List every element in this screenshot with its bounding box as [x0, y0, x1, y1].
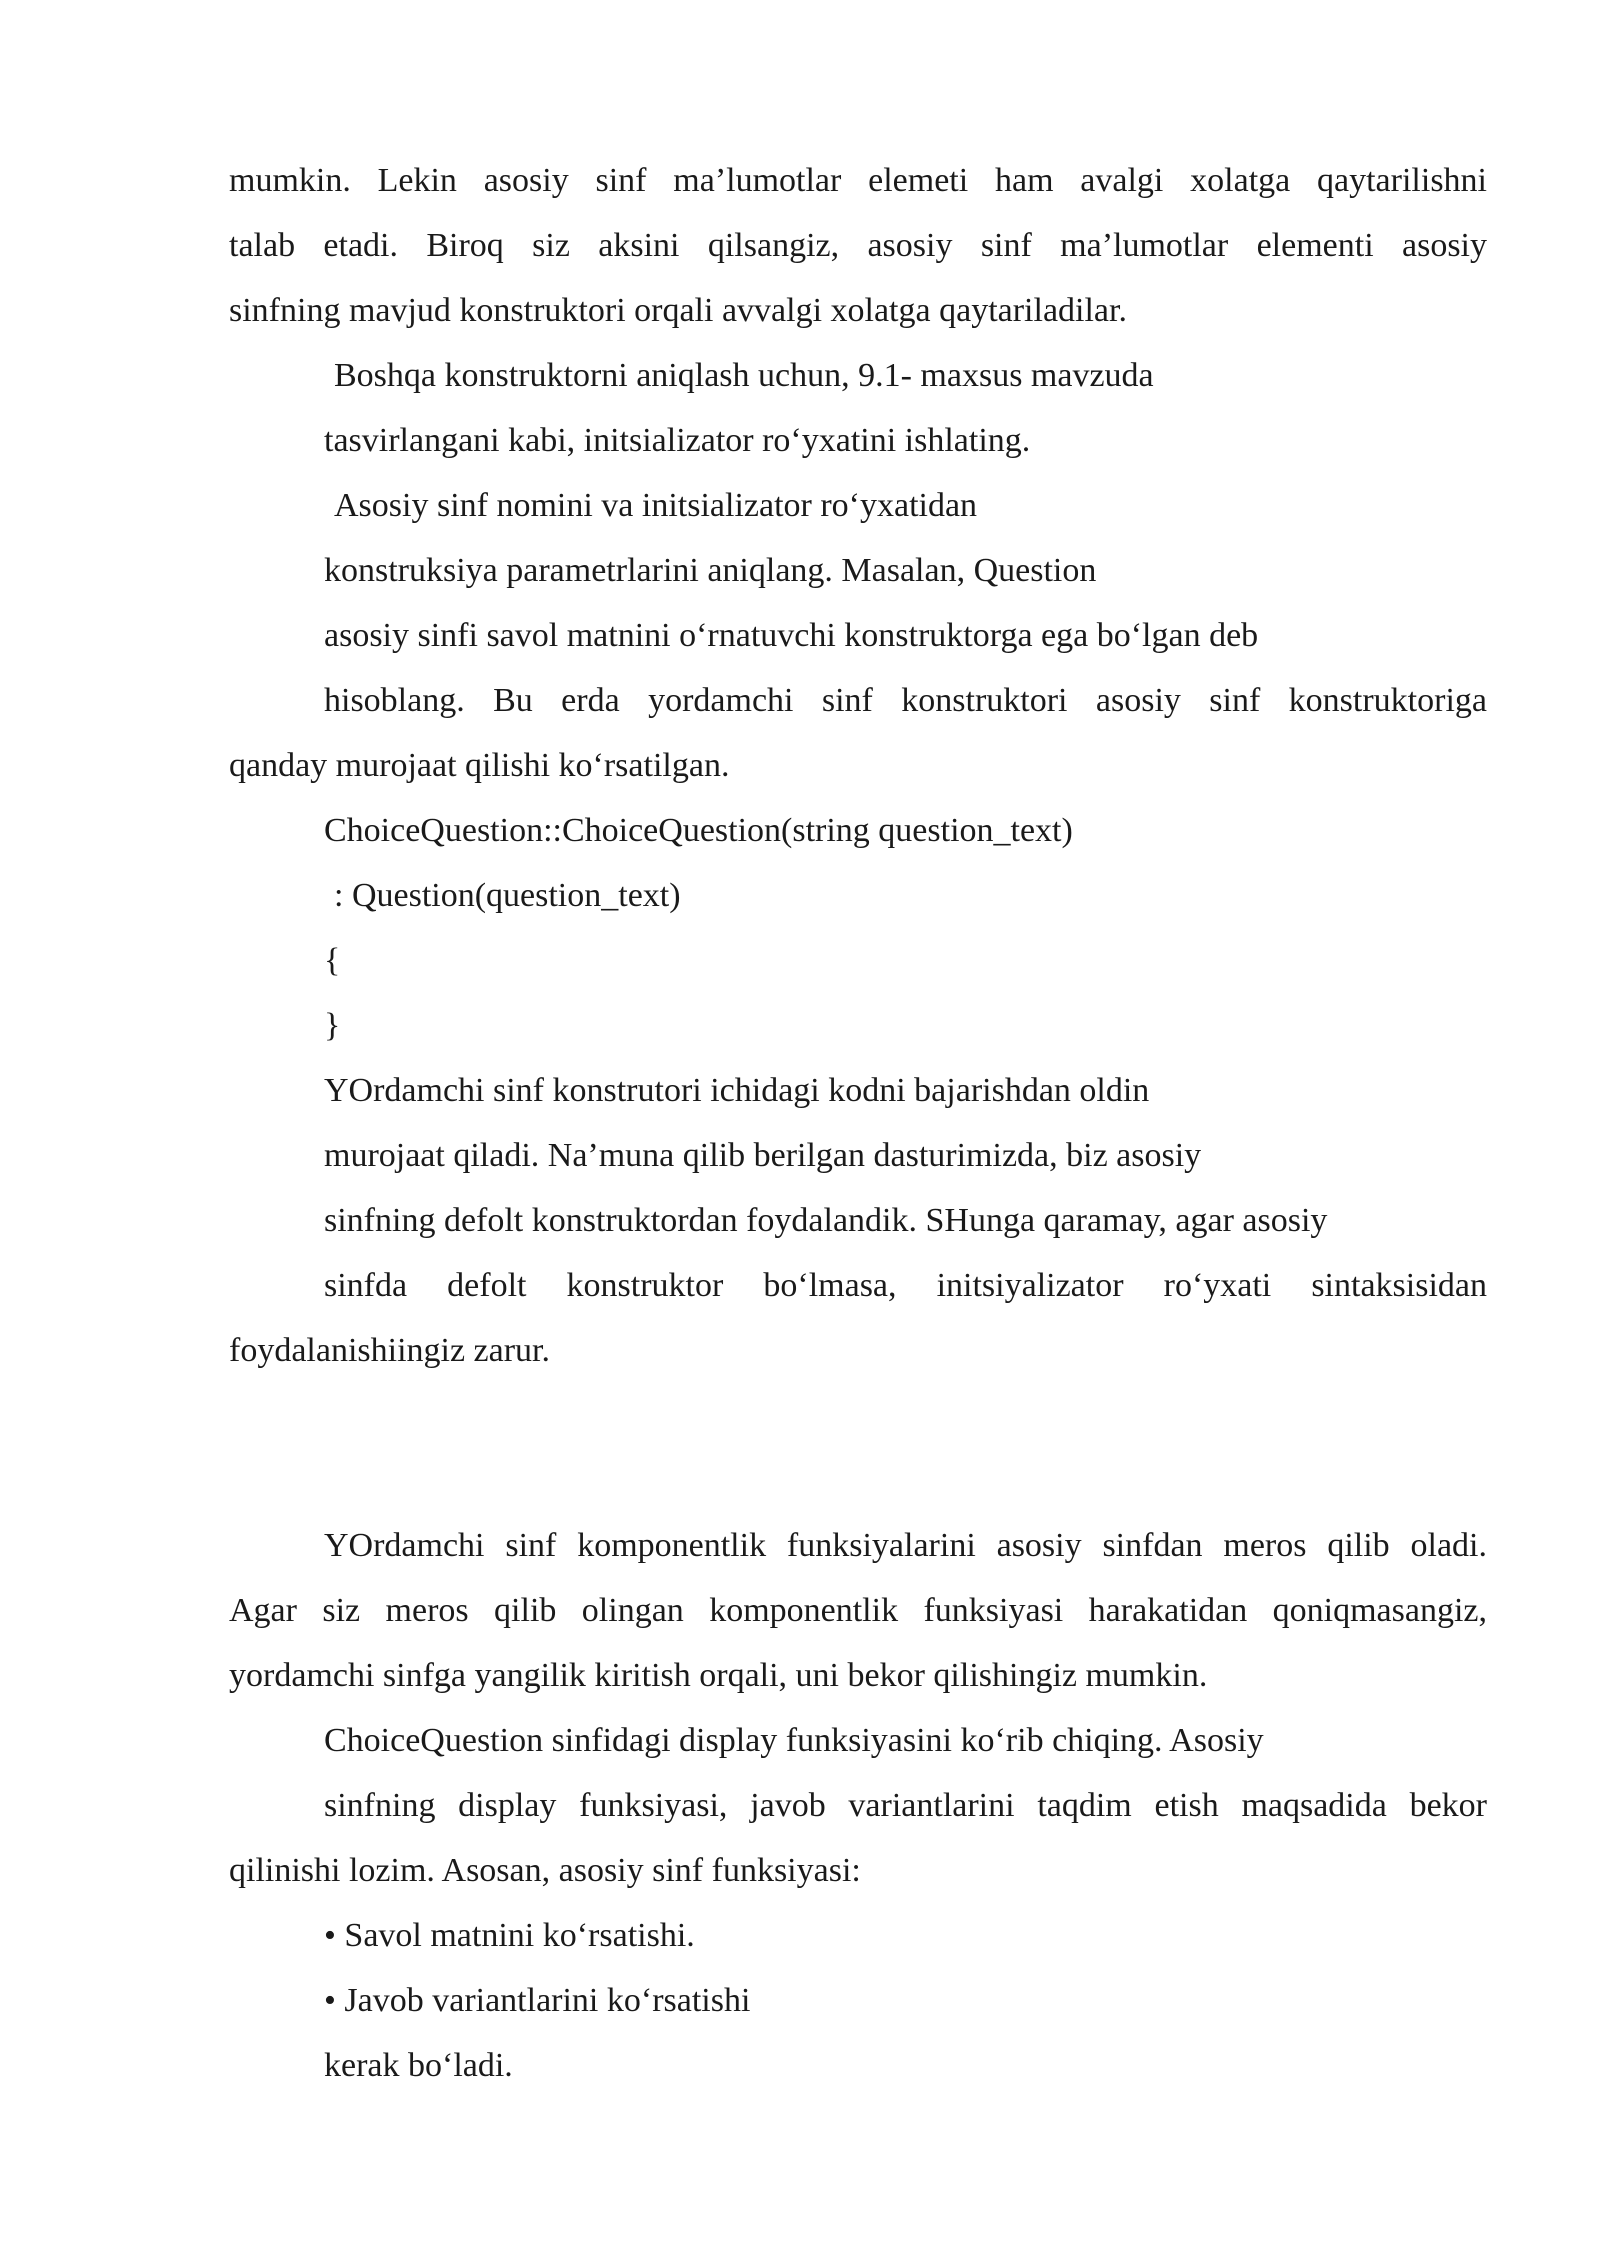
text-line: sinfning display funksiyasi, javob variantlarini taqdim etish maqsadida bekor — [324, 1787, 1487, 1824]
text-line: talab etadi. Biroq siz aksini qilsangiz, asosiy sinf ma’lumotlar elementi asosiy — [229, 227, 1487, 264]
text-line: sinfning mavjud konstruktori orqali avvalgi xolatga qaytariladilar. — [229, 292, 1127, 329]
code-line: { — [324, 942, 341, 979]
bullet-item: • Savol matnini ko‘rsatishi. — [324, 1917, 695, 1954]
text-line: asosiy sinfi savol matnini o‘rnatuvchi konstruktorga ega bo‘lgan deb — [324, 617, 1259, 654]
text-line: qanday murojaat qilishi ko‘rsatilgan. — [229, 747, 730, 784]
code-line: ChoiceQuestion::ChoiceQuestion(string question_text) — [324, 812, 1073, 849]
text-line: sinfda defolt konstruktor bo‘lmasa, initsiyalizator ro‘yxati sintaksisidan — [324, 1267, 1487, 1304]
text-line: qilinishi lozim. Asosan, asosiy sinf funksiyasi: — [229, 1852, 861, 1889]
text-line: sinfning defolt konstruktordan foydalandik. SHunga qaramay, agar asosiy — [324, 1202, 1328, 1239]
text-line: konstruksiya parametrlarini aniqlang. Masalan, Question — [324, 552, 1097, 589]
text-line: tasvirlangani kabi, initsializator ro‘yxatini ishlating. — [324, 422, 1031, 459]
text-line: Boshqa konstruktorni aniqlash uchun, 9.1- maxsus mavzuda — [334, 357, 1154, 394]
text-line: kerak bo‘ladi. — [324, 2047, 513, 2084]
text-line: foydalanishiingiz zarur. — [229, 1332, 551, 1369]
text-line: mumkin. Lekin asosiy sinf ma’lumotlar elemeti ham avalgi xolatga qaytarilishni — [229, 162, 1487, 199]
text-line: yordamchi sinfga yangilik kiritish orqali, uni bekor qilishingiz mumkin. — [229, 1657, 1208, 1694]
paragraph-gap — [229, 1383, 1487, 1513]
text-line: ChoiceQuestion sinfidagi display funksiyasini ko‘rib chiqing. Asosiy — [324, 1722, 1264, 1759]
text-line: YOrdamchi sinf komponentlik funksiyalarini asosiy sinfdan meros qilib oladi. — [324, 1527, 1487, 1564]
text-line: Agar siz meros qilib olingan komponentlik funksiyasi harakatidan qoniqmasangiz, — [229, 1592, 1487, 1629]
text-line: Asosiy sinf nomini va initsializator ro‘yxatidan — [334, 487, 978, 524]
code-line: : Question(question_text) — [334, 877, 681, 914]
document-body — [229, 148, 1487, 2098]
text-line: YOrdamchi sinf konstrutori ichidagi kodni bajarishdan oldin — [324, 1072, 1150, 1109]
code-line: } — [324, 1007, 341, 1044]
text-line: murojaat qiladi. Na’muna qilib berilgan dasturimizda, biz asosiy — [324, 1137, 1202, 1174]
bullet-item: • Javob variantlarini ko‘rsatishi — [324, 1982, 751, 2019]
text-line: hisoblang. Bu erda yordamchi sinf konstruktori asosiy sinf konstruktoriga — [324, 682, 1487, 719]
